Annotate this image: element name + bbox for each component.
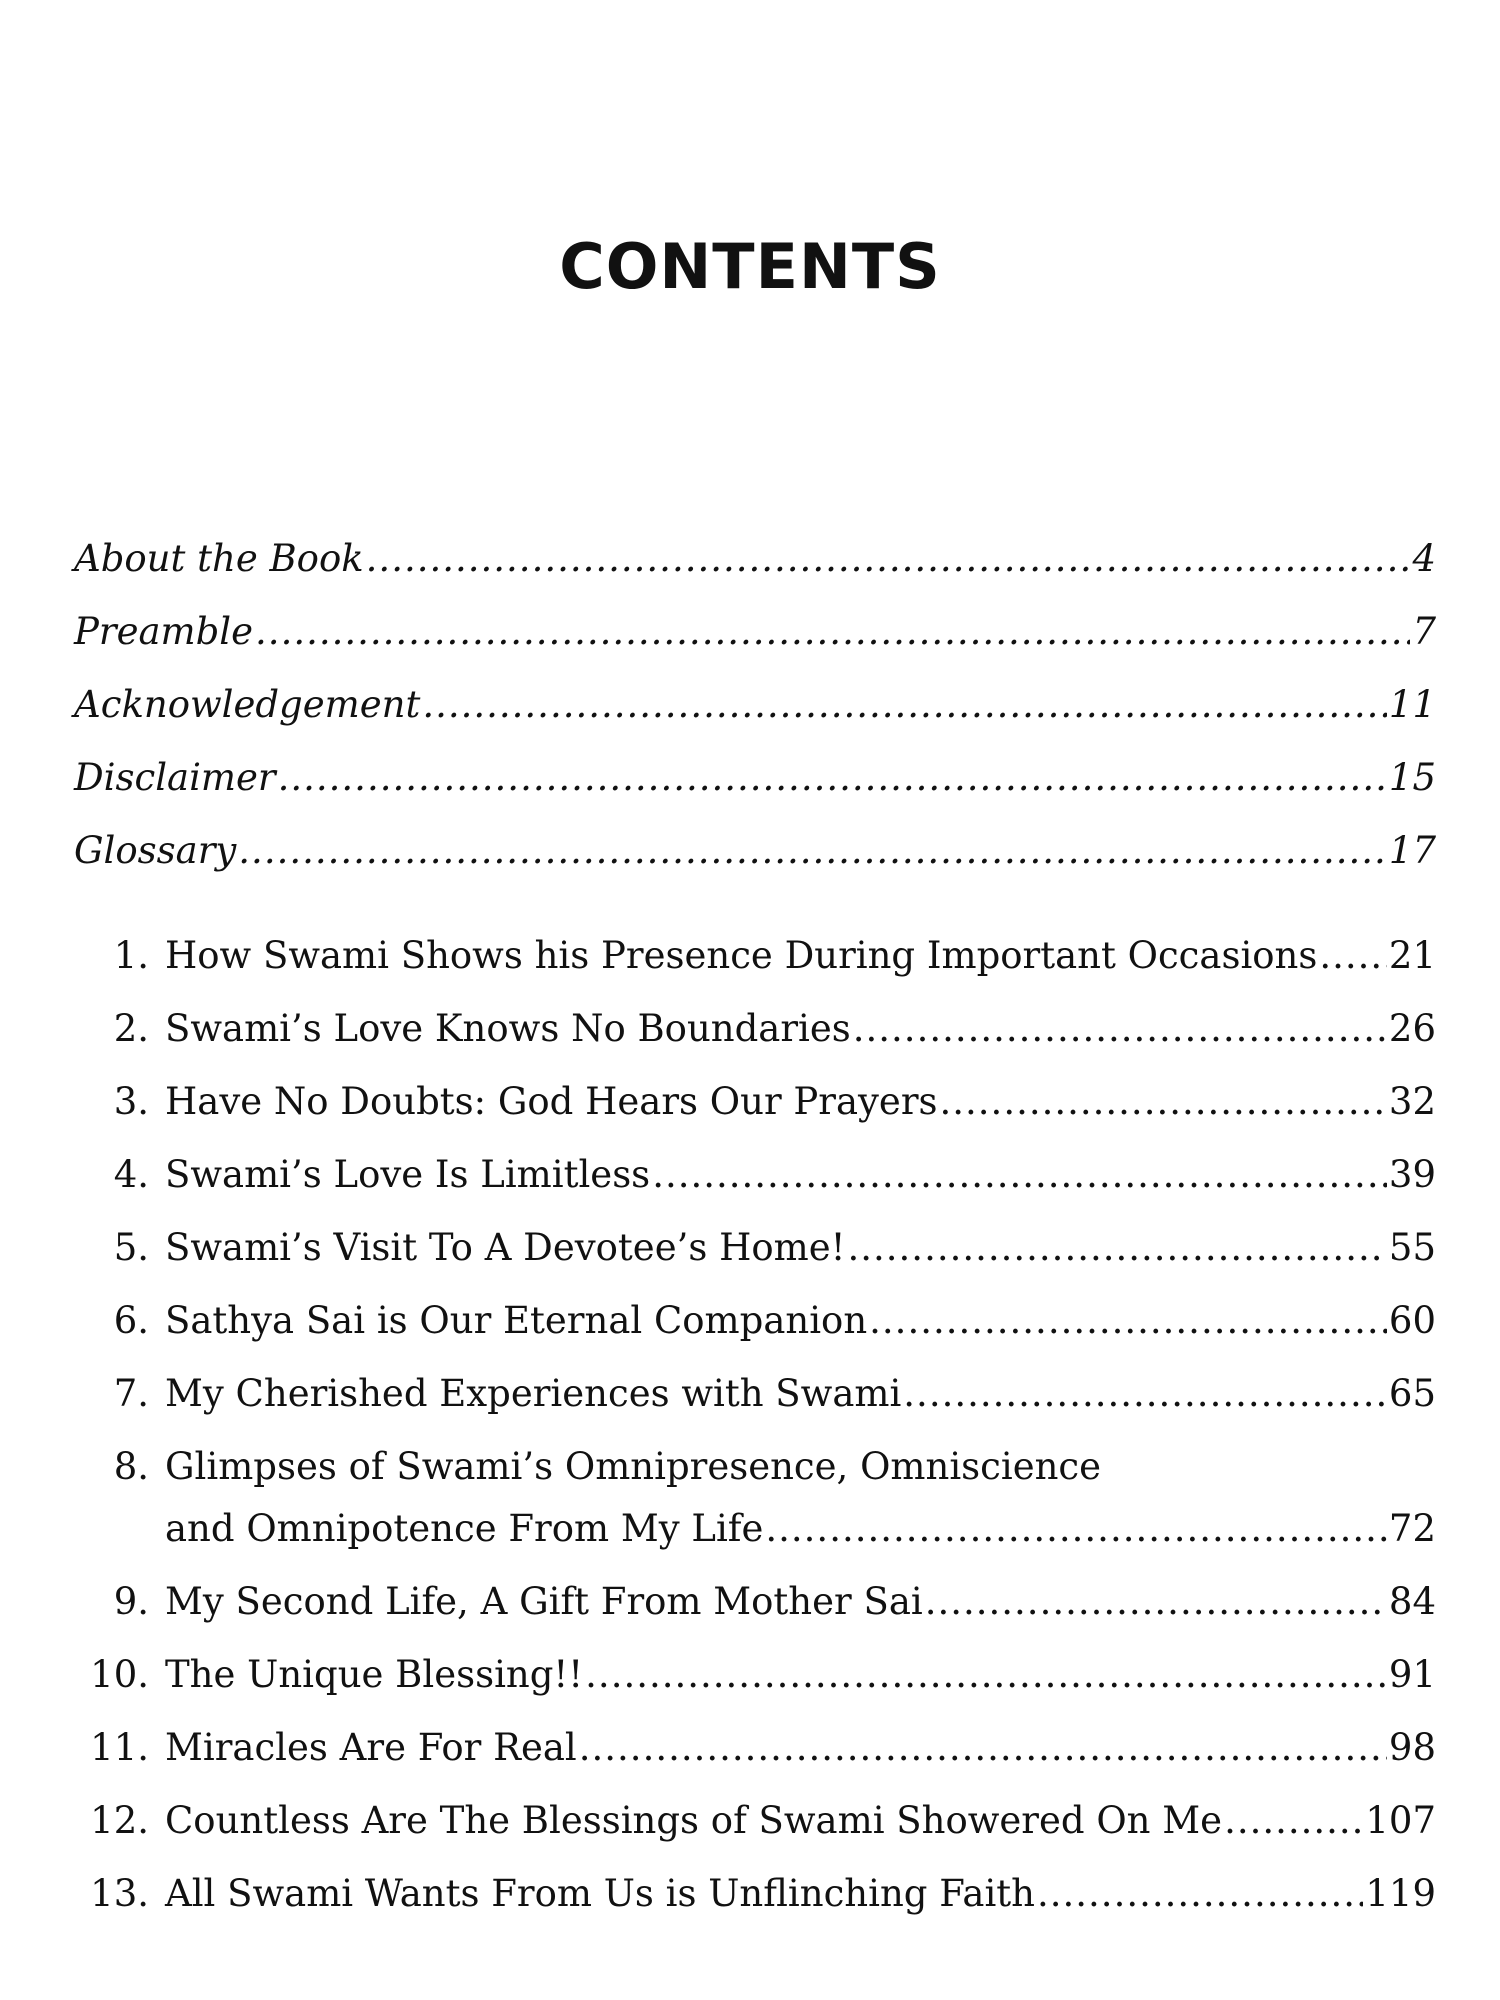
chapter-number: 8. [113,1445,149,1488]
entry-title: Have No Doubts: God Hears Our Prayers [165,1080,938,1123]
chapter-number: 2. [113,1007,149,1050]
chapter-number: 3. [113,1080,149,1123]
entry-title: Miracles Are For Real [165,1726,577,1769]
page-number: 17 [1388,829,1436,872]
chapter-number: 6. [113,1299,149,1342]
toc-entry-chapter-7[interactable] [74,1372,1436,1415]
entry-title: All Swami Wants From Us is Unflinching Faith [165,1872,1035,1915]
entry-title: Swami’s Love Knows No Boundaries [165,1007,851,1050]
chapter-number: 4. [113,1153,149,1196]
page-number: 65 [1388,1372,1436,1415]
entry-title: About the Book [74,537,364,580]
dot-leader [238,832,1387,869]
page-number: 4 [1412,537,1436,580]
toc-entry-chapter-8[interactable] [74,1507,1436,1550]
toc-entry-chapter-3[interactable] [74,1080,1436,1123]
page-number: 15 [1388,756,1436,799]
page-number: 26 [1388,1007,1436,1050]
dot-leader [1319,937,1387,974]
entry-title: Sathya Sai is Our Eternal Companion [165,1299,868,1342]
toc-entry-disclaimer[interactable] [74,756,1436,799]
entry-title: My Second Life, A Gift From Mother Sai [165,1580,923,1623]
entry-title: and Omnipotence From My Life [165,1507,764,1550]
page-number: 32 [1388,1080,1436,1123]
entry-title: Preamble [74,610,254,653]
toc-entry-acknowledgement[interactable] [74,683,1436,726]
chapter-number: 1. [113,934,149,977]
page-number: 55 [1388,1226,1436,1269]
page-number: 21 [1388,934,1436,977]
entry-title: Acknowledgement [74,683,421,726]
dot-leader [1037,1875,1363,1912]
chapter-number: 7. [113,1372,149,1415]
chapter-number: 10. [90,1653,149,1696]
toc-entry-chapter-5[interactable] [74,1226,1436,1269]
entry-title: How Swami Shows his Presence During Important Occasions [165,934,1318,977]
toc-entry-chapter-10[interactable] [74,1653,1436,1696]
dot-leader [903,1375,1387,1412]
dot-leader [848,1229,1387,1266]
dot-leader [278,759,1387,796]
toc-entry-chapter-12[interactable] [74,1799,1436,1842]
dot-leader [366,540,1411,577]
entry-title: Glossary [74,829,237,872]
chapter-number: 9. [113,1580,149,1623]
page-number: 7 [1412,610,1436,653]
dot-leader [765,1510,1387,1547]
toc-entry-chapter-4[interactable] [74,1153,1436,1196]
entry-title: The Unique Blessing!! [165,1653,584,1696]
page-number: 119 [1365,1872,1436,1915]
page-number: 84 [1388,1580,1436,1623]
dot-leader [255,613,1410,650]
toc-entry-chapter-1[interactable] [74,934,1436,977]
page-number: 91 [1388,1653,1436,1696]
page-number: 60 [1388,1299,1436,1342]
entry-title: Countless Are The Blessings of Swami Showered On Me [165,1799,1223,1842]
dot-leader [422,686,1387,723]
toc-entry-glossary[interactable] [74,829,1436,872]
toc-entry-preamble[interactable] [74,610,1436,653]
chapter-number: 11. [90,1726,149,1769]
page-number: 72 [1388,1507,1436,1550]
page-number: 98 [1388,1726,1436,1769]
entry-title: Disclaimer [74,756,276,799]
toc-entry-chapter-8-line-1[interactable] [74,1445,1436,1488]
dot-leader [869,1302,1387,1339]
dot-leader [579,1729,1387,1766]
toc-entry-chapter-13[interactable] [74,1872,1436,1915]
entry-title-line-1: Glimpses of Swami’s Omnipresence, Omniscience [165,1445,1102,1488]
dot-leader [652,1156,1387,1193]
dot-leader [940,1083,1387,1120]
toc-entry-chapter-9[interactable] [74,1580,1436,1623]
page-number: 107 [1365,1799,1436,1842]
dot-leader [853,1010,1387,1047]
entry-title: My Cherished Experiences with Swami [165,1372,902,1415]
page-number: 39 [1388,1153,1436,1196]
entry-title: Swami’s Visit To A Devotee’s Home! [165,1226,846,1269]
toc-entry-chapter-11[interactable] [74,1726,1436,1769]
toc-entry-chapter-6[interactable] [74,1299,1436,1342]
dot-leader [585,1656,1387,1693]
page-number: 11 [1388,683,1436,726]
toc-entry-about-the-book[interactable] [74,537,1436,580]
entry-title: Swami’s Love Is Limitless [165,1153,651,1196]
chapter-number: 13. [90,1872,149,1915]
dot-leader [1224,1802,1363,1839]
toc-entry-chapter-2[interactable] [74,1007,1436,1050]
chapter-number: 5. [113,1226,149,1269]
chapter-number: 12. [90,1799,149,1842]
dot-leader [925,1583,1387,1620]
page-title: CONTENTS [559,230,941,303]
